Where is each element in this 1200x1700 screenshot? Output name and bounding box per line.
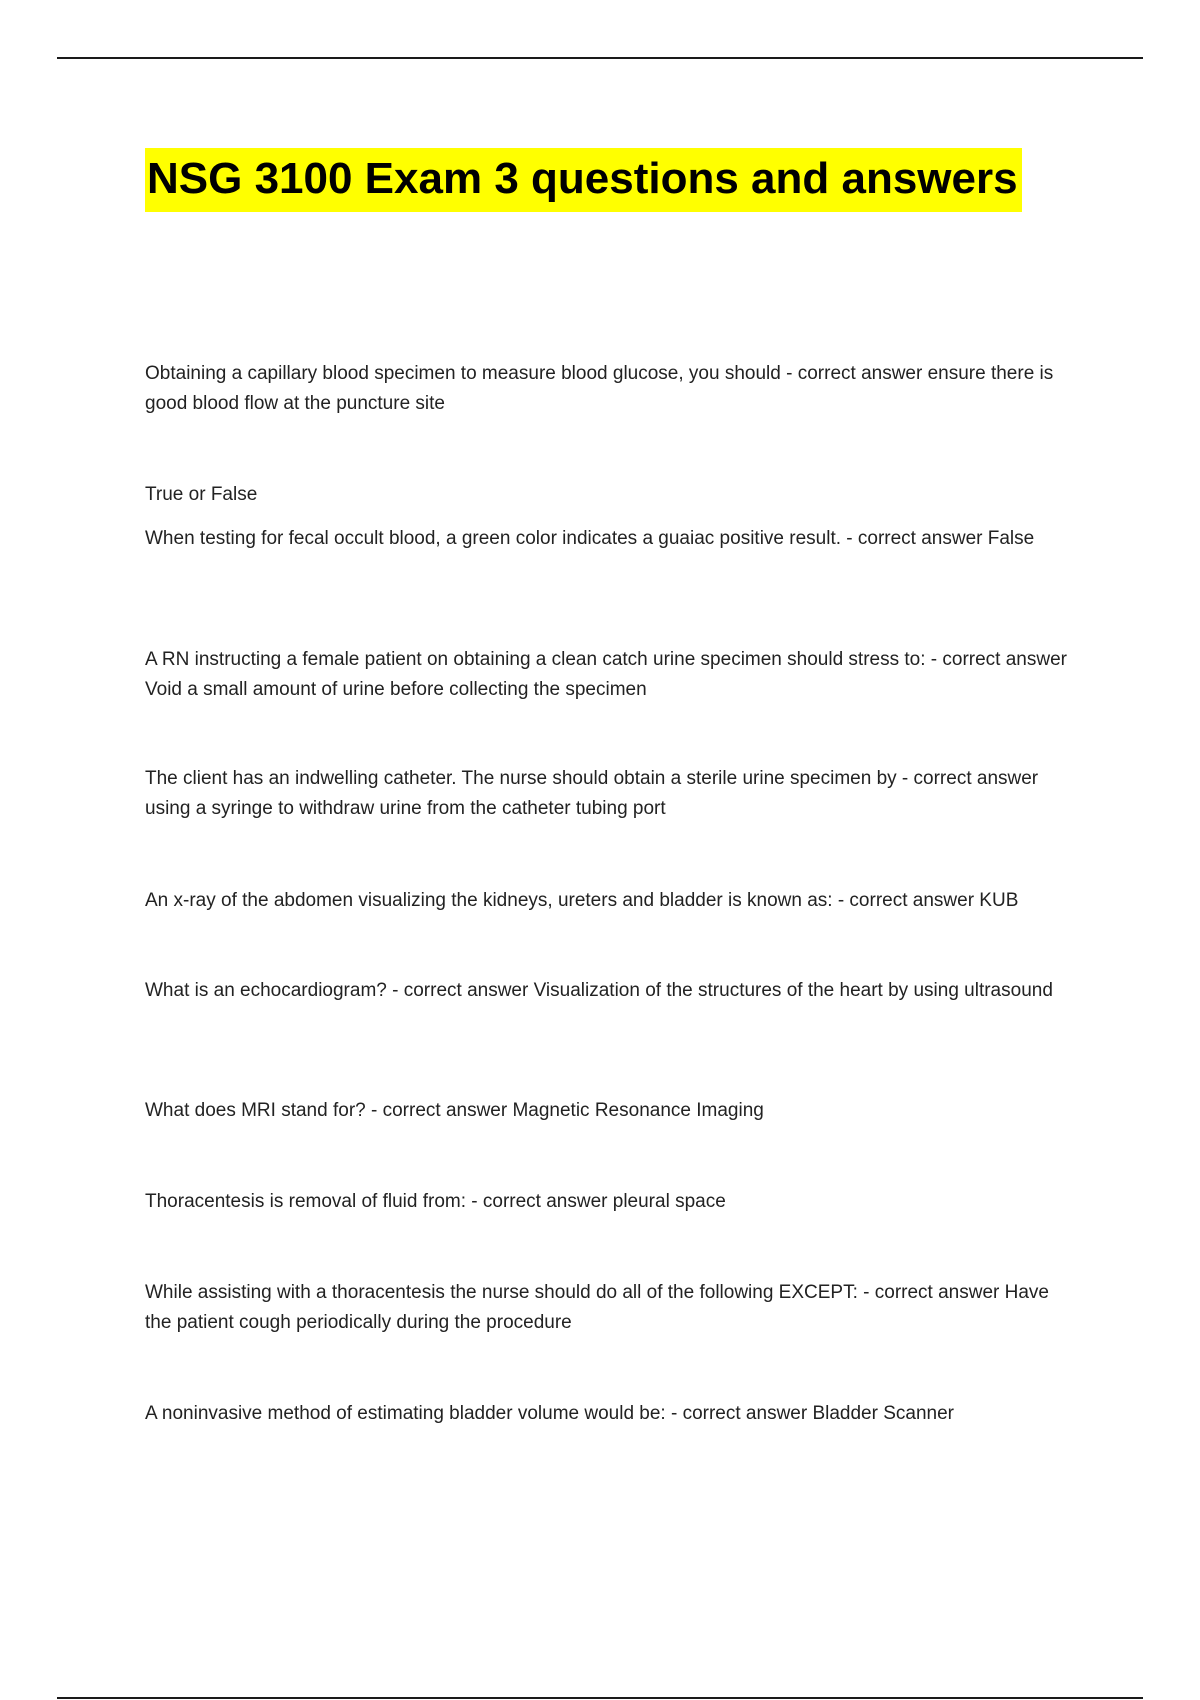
qa-item-indwelling-catheter: The client has an indwelling catheter. The nurse should obtain a sterile urine specimen by - correct answer using a syringe to withdraw urine from the catheter tubing port [145,768,1039,819]
qa-item-capillary-glucose: Obtaining a capillary blood specimen to measure blood glucose, you should - correct answer ensure there is good blood flow at the puncture site [145,363,1054,414]
qa-item-true-or-false-heading: True or False [145,484,258,505]
qa-item-mri: What does MRI stand for? - correct answer Magnetic Resonance Imaging [145,1100,764,1121]
qa-item-bladder-volume: A noninvasive method of estimating bladder volume would be: - correct answer Bladder Scanner [145,1403,954,1424]
qa-item-echocardiogram: What is an echocardiogram? - correct answer Visualization of the structures of the heart by using ultrasound [145,980,1053,1001]
top-rule [57,57,1143,59]
qa-item-thoracentesis-except: While assisting with a thoracentesis the nurse should do all of the following EXCEPT: - correct answer Have the patient cough periodically during the procedure [145,1282,1049,1333]
bottom-rule [57,1697,1143,1699]
qa-item-kub-xray: An x-ray of the abdomen visualizing the kidneys, ureters and bladder is known as: - correct answer KUB [145,890,1019,911]
qa-item-clean-catch-urine: A RN instructing a female patient on obtaining a clean catch urine specimen should stress to: - correct answer Void a small amount of urine before collecting the specimen [145,649,1067,700]
qa-item-fecal-occult-blood: When testing for fecal occult blood, a green color indicates a guaiac positive result. - correct answer False [145,528,1035,549]
qa-item-thoracentesis-fluid: Thoracentesis is removal of fluid from: - correct answer pleural space [145,1191,726,1212]
page-title: NSG 3100 Exam 3 questions and answers [145,148,1022,212]
